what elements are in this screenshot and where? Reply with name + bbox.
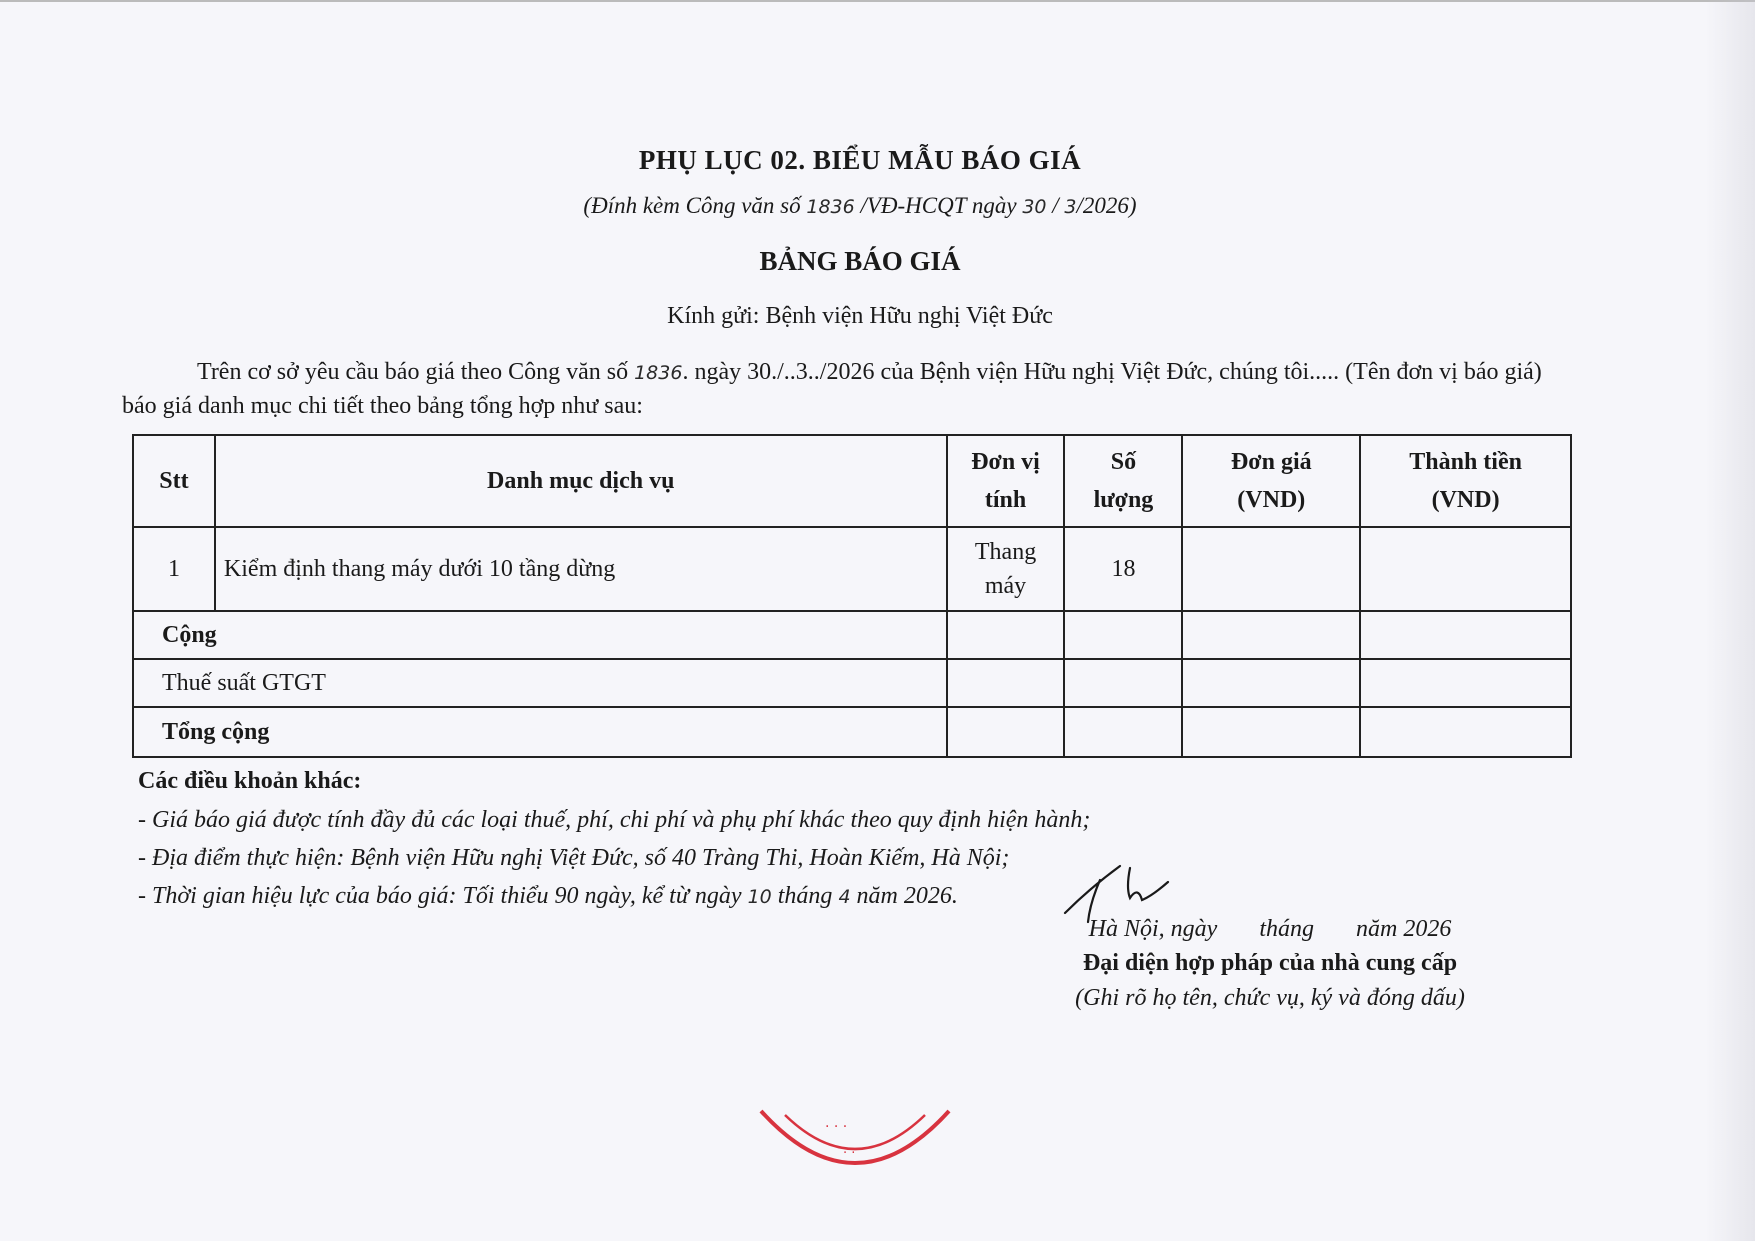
row-unit-line1: Thang	[974, 539, 1037, 565]
sum-cell-amount	[1360, 611, 1571, 659]
header-unit-line2: tính	[984, 487, 1027, 513]
place-date-line: Hà Nội, ngày tháng năm 2026	[1088, 916, 1452, 942]
row-stt: 1	[133, 527, 215, 611]
row-unit	[947, 527, 1065, 611]
row-amount	[1360, 527, 1571, 611]
subtitle-sep: /	[1052, 193, 1059, 218]
subtitle-mid: /VĐ-HCQT ngày	[860, 193, 1017, 218]
total-cell-amount	[1360, 707, 1571, 757]
header-stt: Stt	[133, 435, 215, 527]
subtitle-suffix: /2026)	[1076, 193, 1137, 218]
header-price-line2: (VND)	[1237, 487, 1306, 513]
sum-label: Cộng	[133, 611, 947, 659]
header-quantity	[1064, 435, 1182, 527]
scan-edge-top	[0, 0, 1755, 2]
intro-mid: ngày	[694, 359, 742, 385]
intro-date: 30./..3../2026	[747, 359, 875, 385]
table-row	[133, 527, 1571, 611]
validity-day: 10	[747, 886, 772, 908]
term-item: - Giá báo giá được tính đầy đủ các loại thuế, phí, chi phí và phụ phí khác theo quy định hiện hành;	[138, 807, 1091, 833]
vat-label: Thuế suất GTGT	[133, 659, 947, 707]
sum-cell-price	[1182, 611, 1360, 659]
row-quantity: 18	[1064, 527, 1182, 611]
vat-cell-unit	[947, 659, 1065, 707]
subtitle-day: 30	[1022, 196, 1047, 218]
quote-table	[132, 434, 1572, 758]
total-cell-unit	[947, 707, 1065, 757]
header-unit	[947, 435, 1065, 527]
table-header-row	[133, 435, 1571, 527]
sum-row	[133, 611, 1571, 659]
header-quantity-line1: Số	[1110, 449, 1137, 475]
subtitle-doc-number: 1836	[806, 196, 855, 218]
row-service: Kiểm định thang máy dưới 10 tầng dừng	[215, 527, 947, 611]
recipient-line: Kính gửi: Bệnh viện Hữu nghị Việt Đức	[667, 303, 1053, 329]
header-amount-line1: Thành tiền	[1409, 449, 1522, 475]
quote-heading: BẢNG BÁO GIÁ	[759, 246, 961, 276]
signature-note: (Ghi rõ họ tên, chức vụ, ký và đóng dấu)	[1075, 985, 1465, 1011]
intro-paragraph: Trên cơ sở yêu cầu báo giá theo Công văn số 1836. ngày 30./..3../2026 của Bệnh viện Hữu nghị Việt Đức, chúng tôi..... (Tên đơn vị báo giá) báo giá danh mục chi tiết theo bảng tổng hợp như sau:	[122, 359, 1542, 419]
intro-prefix: Trên cơ sở yêu cầu báo giá theo Công văn số	[197, 359, 629, 385]
subtitle-prefix: (Đính kèm Công văn số	[583, 193, 801, 218]
sum-cell-unit	[947, 611, 1065, 659]
total-cell-qty	[1064, 707, 1182, 757]
row-unit-line2: máy	[984, 573, 1027, 599]
header-price-line1: Đơn giá	[1230, 449, 1312, 475]
validity-month: 4	[838, 886, 851, 908]
term-item: - Địa điểm thực hiện: Bệnh viện Hữu nghị Việt Đức, số 40 Tràng Thi, Hoàn Kiếm, Hà Nội;	[138, 845, 1010, 871]
header-amount	[1360, 435, 1571, 527]
vat-row	[133, 659, 1571, 707]
grand-total-row	[133, 707, 1571, 757]
total-cell-price	[1182, 707, 1360, 757]
vat-cell-qty	[1064, 659, 1182, 707]
svg-text:· ·: · ·	[843, 1146, 856, 1161]
intro-doc-number: 1836	[634, 362, 683, 384]
document-subtitle	[0, 193, 1720, 219]
sum-cell-qty	[1064, 611, 1182, 659]
header-unit-price	[1182, 435, 1360, 527]
row-unit-price	[1182, 527, 1360, 611]
vat-cell-price	[1182, 659, 1360, 707]
vat-cell-amount	[1360, 659, 1571, 707]
header-amount-line2: (VND)	[1431, 487, 1500, 513]
header-service: Danh mục dịch vụ	[215, 435, 947, 527]
document-title: PHỤ LỤC 02. BIỂU MẪU BÁO GIÁ	[638, 145, 1082, 175]
subtitle-month: 3	[1064, 196, 1077, 218]
red-stamp	[755, 1095, 955, 1175]
other-terms	[138, 768, 1090, 916]
terms-heading: Các điều khoản khác:	[138, 768, 362, 794]
validity-suffix: năm 2026.	[856, 883, 958, 909]
svg-text:· · ·: · · ·	[825, 1119, 848, 1135]
header-quantity-line2: lượng	[1093, 487, 1154, 513]
validity-prefix: - Thời gian hiệu lực của báo giá: Tối thiểu 90 ngày, kể từ ngày	[138, 883, 742, 909]
validity-mid: tháng	[777, 883, 833, 909]
scan-edge-right	[1705, 0, 1755, 1241]
representative-label: Đại diện hợp pháp của nhà cung cấp	[1082, 950, 1458, 976]
header-unit-line1: Đơn vị	[971, 449, 1040, 475]
intro-suffix: của Bệnh viện Hữu nghị Việt Đức, chúng tôi..... (Tên đơn vị báo giá) báo giá danh mục chi tiết theo bảng tổng hợp như sau:	[122, 359, 1542, 419]
grand-total-label: Tổng cộng	[133, 707, 947, 757]
term-validity	[138, 877, 1090, 916]
